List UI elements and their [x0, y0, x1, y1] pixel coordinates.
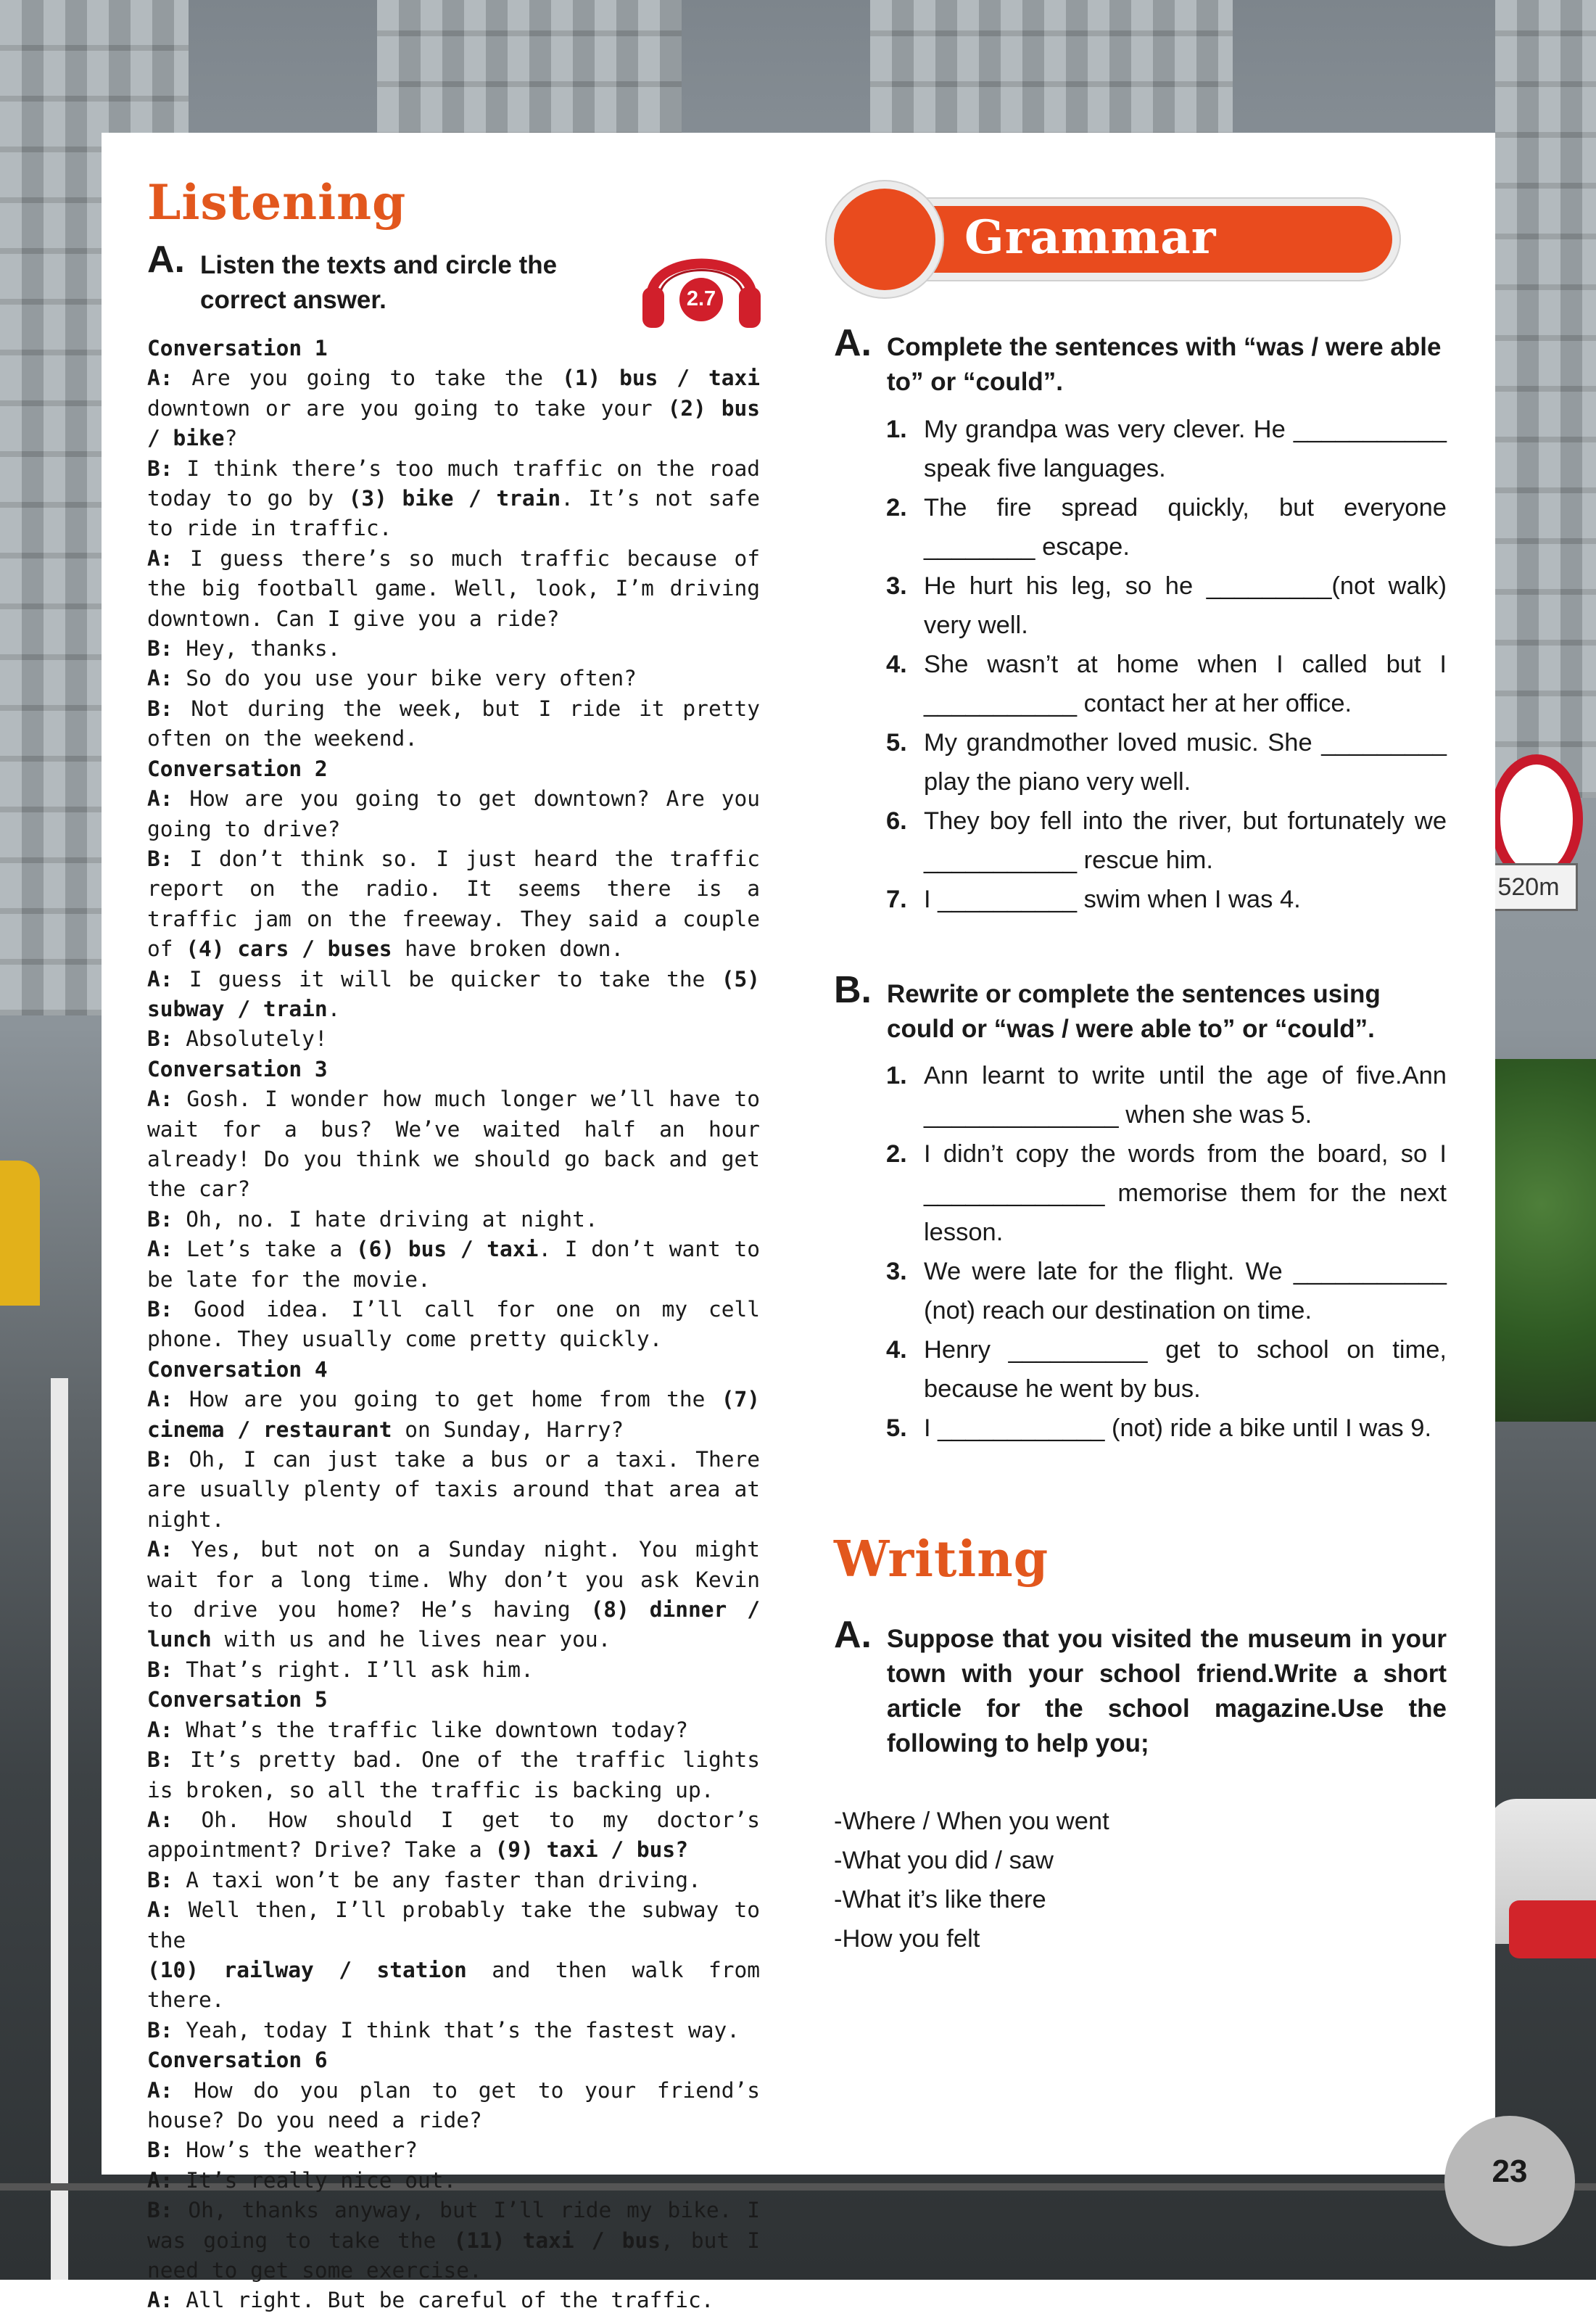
page-number: 23 [1492, 2154, 1528, 2189]
item-text: I didn’t copy the words from the board, so I _____________ memorise them for the next lesson. [924, 1140, 1447, 1246]
grammar-a-item [886, 880, 1447, 919]
speaker-label: A: [147, 786, 173, 812]
item-number: 4. [886, 651, 907, 678]
traffic-sign-plate: 520m [1479, 863, 1578, 911]
grammar-a-item [886, 645, 1447, 723]
grammar-banner [834, 189, 1407, 290]
item-text: Ann learnt to write until the age of five.Ann ______________ when she was 5. [924, 1062, 1447, 1129]
speaker-label: B: [147, 1206, 173, 1232]
dialogue-line: B: Yeah, today I think that’s the fastest way. [147, 2017, 740, 2043]
grammar-a-item [886, 801, 1447, 880]
dialogue-line: B: I think there’s too much traffic on the road today to go by (3) bike / train. It’s not safe to ride in traffic. [147, 456, 760, 541]
grammar-a-item [886, 566, 1447, 645]
grammar-b-item [886, 1134, 1447, 1252]
dialogue-line: B: Not during the week, but I ride it pretty often on the weekend. [147, 696, 760, 751]
grammar-a-letter: A. [834, 322, 872, 364]
conversation-heading: Conversation 2 [147, 756, 328, 781]
tree-photo [1487, 1059, 1596, 1422]
instruction-letter: A. [147, 239, 185, 281]
answer-choice: (6) bus / taxi [355, 1237, 539, 1262]
speaker-label: B: [147, 1867, 173, 1892]
listening-transcript [147, 334, 760, 2316]
answer-choice: (3) bike / train [348, 486, 561, 511]
dialogue-line: A: So do you use your bike very often? [147, 666, 637, 691]
conversation-heading: Conversation 4 [147, 1356, 328, 1382]
writing-bullet: -Where / When you went [834, 1808, 1109, 1835]
item-text: I __________ swim when I was 4. [924, 886, 1301, 913]
item-number: 3. [886, 1258, 907, 1285]
dialogue-line: A: I guess it will be quicker to take the (5) subway / train. [147, 966, 760, 1021]
grammar-b-item [886, 1330, 1447, 1409]
item-number: 2. [886, 494, 907, 522]
speaker-label: B: [147, 456, 173, 481]
dialogue-line: B: Hey, thanks. [147, 636, 341, 662]
item-text: He hurt his leg, so he _________(not walk) very well. [924, 572, 1447, 639]
taxi-photo [0, 1161, 40, 1306]
answer-choice: (2) bus / bike [147, 395, 760, 451]
conversation-heading: Conversation 3 [147, 1056, 328, 1081]
item-number: 3. [886, 572, 907, 600]
car-tail-light [1509, 1900, 1596, 1958]
grammar-b-text: Rewrite or complete the sentences using could or “was / were able to” or “could”. [887, 980, 1381, 1043]
writing-heading: Writing [834, 1530, 1049, 1588]
grammar-a-item [886, 723, 1447, 801]
item-text: Henry __________ get to school on time, because he went by bus. [924, 1336, 1447, 1403]
listening-heading: Listening [147, 174, 407, 231]
grammar-a-item [886, 410, 1447, 488]
dialogue-line: B: A taxi won’t be any faster than driving. [147, 1867, 701, 1892]
dialogue-line: A: How are you going to get home from the (7) cinema / restaurant on Sunday, Harry? [147, 1387, 760, 1442]
writing-bullets [834, 1802, 1109, 1958]
item-text: My grandpa was very clever. He ___________ speak five languages. [924, 416, 1447, 482]
grammar-b-item [886, 1252, 1447, 1330]
speaker-label: B: [147, 2198, 173, 2223]
dialogue-line: B: Absolutely! [147, 1026, 328, 1052]
speaker-label: A: [147, 2077, 173, 2103]
item-text: The fire spread quickly, but everyone ________ escape. [924, 494, 1447, 561]
speaker-label: B: [147, 1657, 173, 1682]
conversation-heading: Conversation 5 [147, 1687, 328, 1713]
answer-choice: (4) cars / buses [186, 936, 392, 962]
track-number: 2.7 [686, 287, 716, 310]
speaker-label: A: [147, 1717, 173, 1742]
speaker-label: A: [147, 966, 173, 992]
dialogue-line: A: How do you plan to get to your friend’s house? Do you need a ride? [147, 2077, 760, 2132]
speaker-label: A: [147, 2288, 173, 2313]
grammar-a-list [886, 410, 1447, 919]
dialogue-line: B: Good idea. I’ll call for one on my cell phone. They usually come pretty quickly. [147, 1297, 760, 1352]
item-number: 4. [886, 1336, 907, 1364]
grammar-banner-circle [834, 189, 935, 290]
speaker-label: A: [147, 1897, 173, 1923]
dialogue-line: B: Oh, thanks anyway, but I’ll ride my bike. I was going to take the (11) taxi / bus, but I need to get some exercise. [147, 2198, 760, 2283]
speaker-label: B: [147, 1026, 173, 1052]
answer-choice: (7) cinema / restaurant [147, 1387, 760, 1442]
grammar-b-list [886, 1056, 1447, 1448]
building-right [1495, 0, 1596, 798]
speaker-label: B: [147, 1747, 173, 1773]
speaker-label: A: [147, 545, 173, 571]
conversation-heading: Conversation 1 [147, 336, 328, 360]
dialogue-line: A: Well then, I’ll probably take the subway to the (10) railway / station and then walk from there. [147, 1897, 760, 2013]
grammar-heading: Grammar [964, 210, 1217, 265]
writing-bullet: -How you felt [834, 1925, 980, 1953]
speaker-label: B: [147, 636, 173, 662]
grammar-b-letter: B. [834, 969, 872, 1011]
dialogue-line: B: How’s the weather? [147, 2138, 418, 2163]
answer-choice: (9) taxi / bus? [495, 1837, 688, 1863]
grammar-b-instruction [834, 969, 1447, 1047]
building-top-right [870, 0, 1233, 138]
dialogue-line: B: That’s right. I’ll ask him. [147, 1657, 534, 1682]
dialogue-line: A: Yes, but not on a Sunday night. You might wait for a long time. Why don’t you ask Kevin to drive you home? He’s having (8) dinner / lunch with us and he lives near you. [147, 1537, 760, 1652]
dialogue-line: A: Let’s take a (6) bus / taxi. I don’t want to be late for the movie. [147, 1237, 760, 1292]
speaker-label: B: [147, 1447, 173, 1472]
speaker-label: A: [147, 2167, 173, 2193]
answer-choice: (1) bus / taxi [561, 366, 760, 391]
headphones-icon [638, 231, 765, 332]
answer-choice: (11) taxi / bus [453, 2228, 661, 2253]
item-number: 1. [886, 1062, 907, 1089]
speaker-label: A: [147, 366, 173, 391]
item-text: I ____________ (not) ride a bike until I was 9. [924, 1414, 1432, 1442]
item-number: 5. [886, 729, 907, 757]
grammar-a-text: Complete the sentences with “was / were able to” or “could”. [887, 333, 1442, 396]
answer-choice: (8) dinner / lunch [147, 1597, 760, 1652]
writing-bullet: -What it’s like there [834, 1886, 1046, 1913]
road-marking [51, 1378, 68, 2280]
answer-choice: (5) subway / train [147, 966, 760, 1021]
item-text: We were late for the flight. We ___________ (not) reach our destination on time. [924, 1258, 1447, 1324]
speaker-label: A: [147, 1537, 173, 1562]
item-number: 6. [886, 807, 907, 835]
dialogue-line: A: All right. But be careful of the traffic. [147, 2288, 714, 2313]
grammar-b-item [886, 1056, 1447, 1134]
speaker-label: B: [147, 2017, 173, 2043]
item-text: My grandmother loved music. She _________ play the piano very well. [924, 729, 1447, 796]
writing-a-instruction [834, 1614, 1447, 1761]
answer-choice: (10) railway / station [147, 1957, 467, 1982]
dialogue-line: A: How are you going to get downtown? Are you going to drive? [147, 786, 760, 841]
dialogue-line: A: Are you going to take the (1) bus / taxi downtown or are you going to take your (2) bus / bike? [147, 366, 760, 451]
speaker-label: A: [147, 1087, 173, 1112]
grammar-a-instruction [834, 322, 1447, 400]
dialogue-line: A: Oh. How should I get to my doctor’s appointment? Drive? Take a (9) taxi / bus? [147, 1807, 760, 1863]
grammar-a-item [886, 488, 1447, 566]
speaker-label: A: [147, 666, 173, 691]
dialogue-line: A: It’s really nice out. [147, 2167, 457, 2193]
item-number: 1. [886, 416, 907, 443]
page-number-badge [1444, 2116, 1575, 2246]
building-top [377, 0, 682, 138]
writing-a-text: Suppose that you visited the museum in your town with your school friend.Write a short article for the school magazine.Use the following to help you; [887, 1625, 1447, 1757]
dialogue-line: A: Gosh. I wonder how much longer we’ll have to wait for a bus? We’ve waited half an hour already! Do you think we should go back and get the car? [147, 1087, 760, 1202]
speaker-label: B: [147, 1297, 173, 1322]
dialogue-line: B: I don’t think so. I just heard the traffic report on the radio. It seems there is a traffic jam on the freeway. They said a couple of (4) cars / buses have broken down. [147, 846, 760, 962]
conversation-heading: Conversation 6 [147, 2048, 328, 2073]
speaker-label: B: [147, 2138, 173, 2163]
grammar-b-item [886, 1409, 1447, 1448]
item-text: They boy fell into the river, but fortunately we ___________ rescue him. [924, 807, 1447, 874]
item-number: 7. [886, 886, 907, 913]
listening-instruction [147, 239, 640, 318]
speaker-label: A: [147, 1387, 173, 1412]
dialogue-line: B: Oh, no. I hate driving at night. [147, 1206, 598, 1232]
dialogue-line: A: I guess there’s so much traffic because of the big football game. Well, look, I’m driving downtown. Can I give you a ride? [147, 545, 760, 631]
speaker-label: B: [147, 696, 173, 721]
instruction-text: Listen the texts and circle the correct answer. [200, 251, 558, 314]
speaker-label: A: [147, 1807, 173, 1832]
speaker-label: A: [147, 1237, 173, 1262]
dialogue-line: B: It’s pretty bad. One of the traffic lights is broken, so all the traffic is backing up. [147, 1747, 760, 1802]
dialogue-line: B: Oh, I can just take a bus or a taxi. There are usually plenty of taxis around that area at night. [147, 1447, 760, 1532]
item-number: 2. [886, 1140, 907, 1168]
speaker-label: B: [147, 846, 173, 871]
item-number: 5. [886, 1414, 907, 1442]
writing-a-letter: A. [834, 1614, 872, 1656]
writing-bullet: -What you did / saw [834, 1847, 1054, 1874]
item-text: She wasn’t at home when I called but I ___________ contact her at her office. [924, 651, 1447, 717]
dialogue-line: A: What’s the traffic like downtown today? [147, 1717, 688, 1742]
